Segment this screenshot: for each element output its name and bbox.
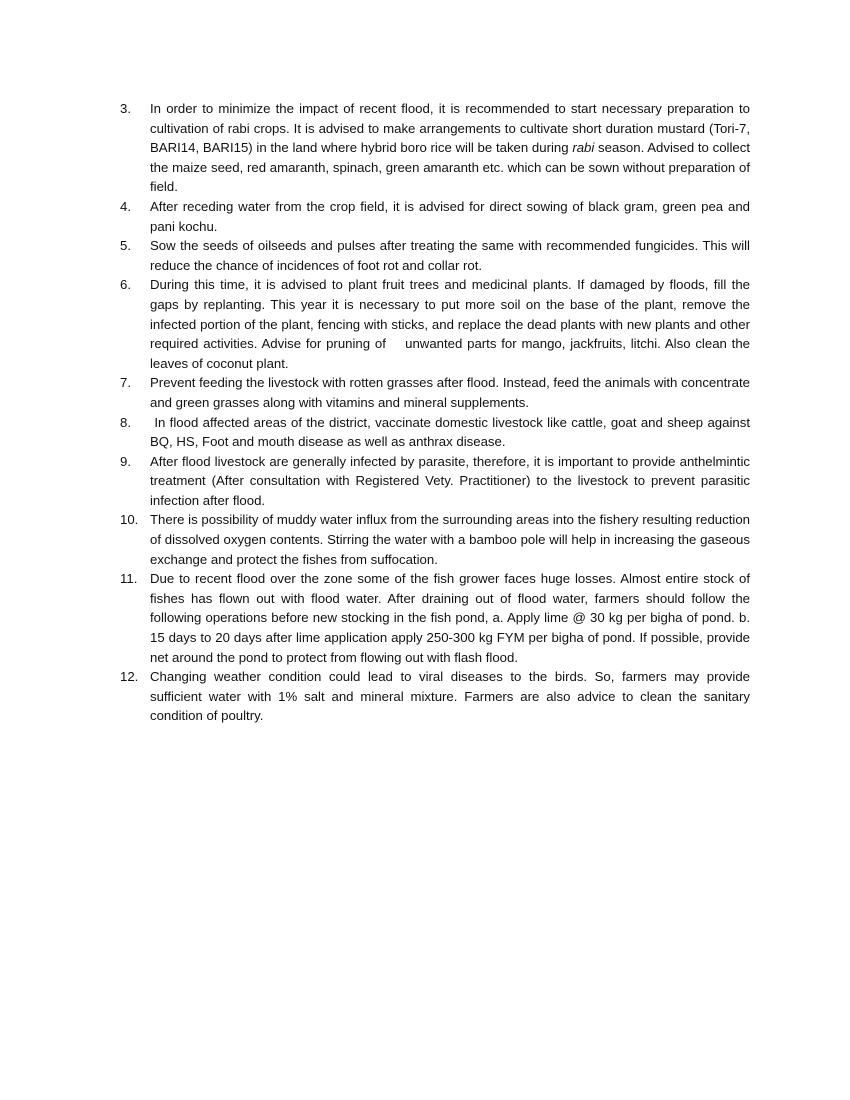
item-text: After receding water from the crop field, it is advised for direct sowing of black gram, green pea and pani kochu.: [150, 198, 750, 234]
item-text: During this time, it is advised to plant fruit trees and medicinal plants. If damaged by floods, fill the gaps by replanting. This year it is necessary to put more soil on the base of the plant, remove the infected portion of the plant, fencing with sticks, and replace the dead plants with new plants and other required activities. Advise for pruning of unwanted parts for mango, jackfruits, litchi. Also clean the leaves of coconut plant.: [150, 277, 754, 371]
item-number: 3.: [120, 101, 131, 116]
item-number: 9.: [120, 453, 131, 469]
list-item-5: [120, 236, 750, 275]
list-item-9: [120, 452, 750, 511]
item-text: [150, 99, 750, 197]
list-item-4: [120, 197, 750, 236]
list-item-11: [120, 569, 750, 667]
item-number: 12.: [120, 669, 139, 685]
item-text: There is possibility of muddy water influx from the surrounding areas into the fishery resulting reduction of dissolved oxygen contents. Stirring the water with a bamboo pole will help in increasing the gaseous exchange and protect the fishes from suffocation.: [150, 512, 750, 567]
list-item-7: [120, 373, 750, 412]
item-text-part: In order to minimize the impact of recent flood, it is recommended to start necessary preparation to cultivation of rabi crops. It is advised to make arrangements to cultivate short duration mustard (Tori-7, BARI14, BARI15) in the land where hybrid boro rice will be taken during: [150, 101, 750, 156]
item-number: 6.: [120, 277, 131, 293]
italic-term: rabi: [572, 140, 595, 156]
item-number: 7.: [120, 375, 131, 391]
list-item-6: [120, 275, 754, 373]
list-item-8: [120, 413, 754, 452]
item-number: 11.: [120, 571, 138, 587]
advisory-list: [120, 99, 754, 726]
list-item-3: [120, 99, 750, 197]
item-text-part: season. Advised to collect the maize seed, red amaranth, spinach, green amaranth etc. which can be sown without preparation of field.: [150, 140, 750, 195]
item-number: 4.: [120, 198, 131, 214]
item-text: Changing weather condition could lead to viral diseases to the birds. So, farmers may provide sufficient water with 1% salt and mineral mixture. Farmers are also advice to clean the sanitary condition of poultry.: [150, 669, 750, 724]
list-item-12: [120, 667, 750, 726]
list-item-10: [120, 510, 750, 569]
item-number: 8.: [120, 414, 131, 430]
item-text: After flood livestock are generally infected by parasite, therefore, it is important to provide anthelmintic treatment (After consultation with Registered Vety. Practitioner) to the livestock to prevent parasitic infection after flood.: [150, 453, 750, 508]
item-number: 10.: [120, 512, 139, 528]
item-number: 5.: [120, 238, 131, 254]
item-text: Due to recent flood over the zone some of the fish grower faces huge losses. Almost entire stock of fishes has flown out with flood water. After draining out of flood water, farmers should follow the following operations before new stocking in the fish pond, a. Apply lime @ 30 kg per bigha of pond. b. 15 days to 20 days after lime application apply 250-300 kg FYM per bigha of pond. If possible, provide net around the pond to protect from flowing out with flash flood.: [150, 571, 750, 665]
item-text: In flood affected areas of the district, vaccinate domestic livestock like cattle, goat and sheep against BQ, HS, Foot and mouth disease as well as anthrax disease.: [150, 414, 754, 450]
item-text: Sow the seeds of oilseeds and pulses after treating the same with recommended fungicides. This will reduce the chance of incidences of foot rot and collar rot.: [150, 238, 750, 273]
item-text: Prevent feeding the livestock with rotten grasses after flood. Instead, feed the animals with concentrate and green grasses along with vitamins and mineral supplements.: [150, 375, 750, 410]
